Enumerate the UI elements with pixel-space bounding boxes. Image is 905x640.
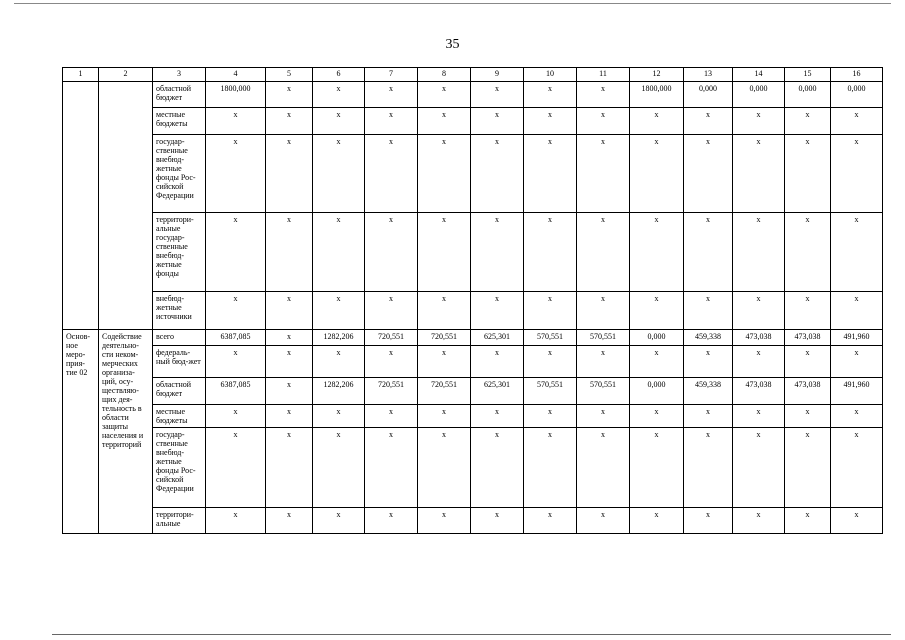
value-cell: х xyxy=(684,213,733,292)
column-header-16: 16 xyxy=(831,68,883,82)
table-row xyxy=(63,405,883,428)
column-header-5: 5 xyxy=(266,68,313,82)
table-row xyxy=(63,213,883,292)
value-cell: х xyxy=(733,428,785,508)
value-cell: х xyxy=(524,405,577,428)
column-header-9: 9 xyxy=(471,68,524,82)
column-header-14: 14 xyxy=(733,68,785,82)
column-header-8: 8 xyxy=(418,68,471,82)
value-cell: х xyxy=(733,508,785,534)
value-cell: х xyxy=(733,213,785,292)
value-cell: х xyxy=(206,135,266,213)
value-cell: х xyxy=(365,213,418,292)
column-header-10: 10 xyxy=(524,68,577,82)
value-cell: х xyxy=(524,213,577,292)
header-row xyxy=(63,68,883,82)
top-border-line xyxy=(14,3,891,4)
value-cell: х xyxy=(684,108,733,135)
value-cell: х xyxy=(206,428,266,508)
value-cell: х xyxy=(365,508,418,534)
value-cell: х xyxy=(365,135,418,213)
value-cell: х xyxy=(577,213,630,292)
value-cell: 570,551 xyxy=(577,330,630,346)
value-cell: х xyxy=(630,135,684,213)
value-cell: х xyxy=(577,405,630,428)
value-cell: х xyxy=(206,508,266,534)
value-cell: 473,038 xyxy=(733,378,785,405)
column-header-6: 6 xyxy=(313,68,365,82)
value-cell: 491,960 xyxy=(831,378,883,405)
value-cell: х xyxy=(733,405,785,428)
value-cell: х xyxy=(630,108,684,135)
value-cell: х xyxy=(684,292,733,330)
value-cell: х xyxy=(524,346,577,378)
value-cell: 720,551 xyxy=(365,330,418,346)
value-cell: х xyxy=(418,135,471,213)
empty-cell-col2 xyxy=(99,82,153,330)
value-cell: 625,301 xyxy=(471,378,524,405)
funding-source-cell: областной бюджет xyxy=(153,378,206,405)
value-cell: х xyxy=(365,292,418,330)
value-cell: х xyxy=(418,82,471,108)
value-cell: х xyxy=(785,213,831,292)
value-cell: х xyxy=(266,405,313,428)
value-cell: х xyxy=(630,428,684,508)
value-cell: 459,338 xyxy=(684,378,733,405)
value-cell: 0,000 xyxy=(630,330,684,346)
value-cell: х xyxy=(785,292,831,330)
value-cell: 473,038 xyxy=(785,378,831,405)
value-cell: х xyxy=(313,428,365,508)
value-cell: х xyxy=(733,135,785,213)
value-cell: 0,000 xyxy=(733,82,785,108)
value-cell: х xyxy=(630,346,684,378)
page-number: 35 xyxy=(445,37,460,52)
value-cell: х xyxy=(266,135,313,213)
value-cell: х xyxy=(313,292,365,330)
column-header-13: 13 xyxy=(684,68,733,82)
value-cell: х xyxy=(684,135,733,213)
value-cell: х xyxy=(577,346,630,378)
value-cell: х xyxy=(471,135,524,213)
table-row xyxy=(63,346,883,378)
value-cell: х xyxy=(733,292,785,330)
value-cell: х xyxy=(524,292,577,330)
column-header-12: 12 xyxy=(630,68,684,82)
budget-table xyxy=(62,67,883,534)
value-cell: х xyxy=(831,508,883,534)
value-cell: х xyxy=(577,82,630,108)
empty-cell-col1 xyxy=(63,82,99,330)
value-cell: х xyxy=(630,292,684,330)
value-cell: х xyxy=(471,428,524,508)
value-cell: х xyxy=(577,108,630,135)
table-row xyxy=(63,330,883,346)
value-cell: х xyxy=(471,108,524,135)
funding-source-cell: местные бюджеты xyxy=(153,108,206,135)
value-cell: х xyxy=(785,346,831,378)
value-cell: х xyxy=(266,82,313,108)
value-cell: 625,301 xyxy=(471,330,524,346)
value-cell: х xyxy=(206,213,266,292)
value-cell: 0,000 xyxy=(831,82,883,108)
value-cell: х xyxy=(831,135,883,213)
column-header-7: 7 xyxy=(365,68,418,82)
value-cell: х xyxy=(785,108,831,135)
column-header-11: 11 xyxy=(577,68,630,82)
value-cell: х xyxy=(266,508,313,534)
value-cell: х xyxy=(266,292,313,330)
funding-source-cell: территори-альные xyxy=(153,508,206,534)
value-cell: х xyxy=(418,508,471,534)
value-cell: х xyxy=(206,405,266,428)
value-cell: х xyxy=(831,428,883,508)
value-cell: х xyxy=(206,346,266,378)
value-cell: х xyxy=(266,346,313,378)
value-cell: 0,000 xyxy=(684,82,733,108)
value-cell: 570,551 xyxy=(524,330,577,346)
value-cell: 1282,206 xyxy=(313,378,365,405)
value-cell: х xyxy=(831,405,883,428)
funding-source-cell: территори-альные государ-ственные внебюд-жетные фонды xyxy=(153,213,206,292)
value-cell: х xyxy=(471,213,524,292)
value-cell: х xyxy=(524,508,577,534)
value-cell: х xyxy=(831,213,883,292)
value-cell: х xyxy=(524,108,577,135)
funding-source-cell: всего xyxy=(153,330,206,346)
column-header-2: 2 xyxy=(99,68,153,82)
table-row xyxy=(63,378,883,405)
funding-source-cell: федераль-ный бюд-жет xyxy=(153,346,206,378)
value-cell: х xyxy=(684,346,733,378)
table-row xyxy=(63,82,883,108)
value-cell: х xyxy=(418,108,471,135)
table-row xyxy=(63,428,883,508)
value-cell: х xyxy=(471,346,524,378)
value-cell: х xyxy=(684,428,733,508)
value-cell: х xyxy=(524,82,577,108)
value-cell: х xyxy=(206,292,266,330)
column-header-4: 4 xyxy=(206,68,266,82)
value-cell: 473,038 xyxy=(785,330,831,346)
table-row xyxy=(63,135,883,213)
value-cell: 570,551 xyxy=(524,378,577,405)
value-cell: х xyxy=(266,213,313,292)
column-header-15: 15 xyxy=(785,68,831,82)
value-cell: х xyxy=(418,405,471,428)
value-cell: х xyxy=(785,508,831,534)
value-cell: х xyxy=(524,135,577,213)
value-cell: 1800,000 xyxy=(206,82,266,108)
funding-source-cell: областной бюджет xyxy=(153,82,206,108)
table-row xyxy=(63,108,883,135)
value-cell: х xyxy=(418,346,471,378)
value-cell: х xyxy=(206,108,266,135)
value-cell: х xyxy=(365,428,418,508)
value-cell: х xyxy=(577,508,630,534)
value-cell: х xyxy=(266,108,313,135)
value-cell: х xyxy=(418,213,471,292)
funding-source-cell: государ-ственные внебюд-жетные фонды Рос-сийской Федерации xyxy=(153,135,206,213)
value-cell: 1282,206 xyxy=(313,330,365,346)
value-cell: х xyxy=(785,405,831,428)
value-cell: х xyxy=(266,428,313,508)
value-cell: 0,000 xyxy=(785,82,831,108)
value-cell: х xyxy=(684,405,733,428)
value-cell: 0,000 xyxy=(630,378,684,405)
value-cell: х xyxy=(577,292,630,330)
value-cell: х xyxy=(831,108,883,135)
value-cell: х xyxy=(418,292,471,330)
value-cell: х xyxy=(831,292,883,330)
value-cell: х xyxy=(365,346,418,378)
funding-source-cell: внебюд-жетные источники xyxy=(153,292,206,330)
value-cell: х xyxy=(471,292,524,330)
value-cell: х xyxy=(313,82,365,108)
value-cell: х xyxy=(630,405,684,428)
value-cell: х xyxy=(684,508,733,534)
value-cell: х xyxy=(785,428,831,508)
value-cell: х xyxy=(785,135,831,213)
value-cell: 6387,085 xyxy=(206,378,266,405)
value-cell: х xyxy=(313,346,365,378)
funding-source-cell: государ-ственные внебюд-жетные фонды Рос-сийской Федерации xyxy=(153,428,206,508)
column-header-1: 1 xyxy=(63,68,99,82)
value-cell: 720,551 xyxy=(418,378,471,405)
value-cell: х xyxy=(313,213,365,292)
value-cell: х xyxy=(471,508,524,534)
activity-name-cell: Содействие деятельно-сти неком-мерческих организа-ций, осу-ществляю-щих дея-тельность в области защиты населения и территорий xyxy=(99,330,153,534)
value-cell: х xyxy=(577,428,630,508)
value-cell: 720,551 xyxy=(418,330,471,346)
value-cell: х xyxy=(630,508,684,534)
value-cell: х xyxy=(577,135,630,213)
bottom-border-line xyxy=(52,634,891,635)
value-cell: 491,960 xyxy=(831,330,883,346)
value-cell: 720,551 xyxy=(365,378,418,405)
value-cell: х xyxy=(365,405,418,428)
value-cell: х xyxy=(313,108,365,135)
value-cell: х xyxy=(266,378,313,405)
value-cell: х xyxy=(733,108,785,135)
value-cell: 459,338 xyxy=(684,330,733,346)
value-cell: х xyxy=(630,213,684,292)
value-cell: 570,551 xyxy=(577,378,630,405)
value-cell: х xyxy=(313,405,365,428)
value-cell: х xyxy=(418,428,471,508)
table-row xyxy=(63,292,883,330)
value-cell: х xyxy=(831,346,883,378)
value-cell: 1800,000 xyxy=(630,82,684,108)
column-header-3: 3 xyxy=(153,68,206,82)
value-cell: х xyxy=(313,135,365,213)
funding-source-cell: местные бюджеты xyxy=(153,405,206,428)
value-cell: х xyxy=(471,82,524,108)
value-cell: 473,038 xyxy=(733,330,785,346)
value-cell: 6387,085 xyxy=(206,330,266,346)
value-cell: х xyxy=(365,108,418,135)
activity-number-cell: Основ-ное меро-прия-тие 02 xyxy=(63,330,99,534)
value-cell: х xyxy=(266,330,313,346)
value-cell: х xyxy=(733,346,785,378)
value-cell: х xyxy=(365,82,418,108)
value-cell: х xyxy=(524,428,577,508)
value-cell: х xyxy=(313,508,365,534)
value-cell: х xyxy=(471,405,524,428)
table-row xyxy=(63,508,883,534)
